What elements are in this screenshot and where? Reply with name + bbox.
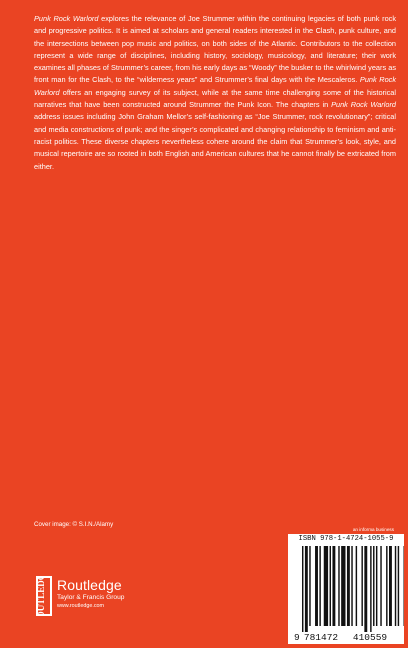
routledge-logo-icon [36,576,52,616]
isbn-label: ISBN 978-1-4724-1055-9 [298,535,394,543]
barcode-bar [332,546,335,626]
barcode-bar [324,546,328,626]
barcode-bar [302,546,303,632]
barcode-bar [398,546,399,626]
barcode-bar [361,546,362,626]
isbn-barcode [288,534,404,644]
barcode-bar [386,546,387,626]
barcode-bar [370,546,371,632]
book-title-1: Punk Rock Warlord [34,14,99,23]
barcode-bar [364,546,367,632]
blurb-text-1: explores the relevance of Joe Strummer within the continuing legacies of both punk rock and progressive politics. It is aimed at scholars and general readers interested in the Clash, punk culture, and the intersections between pop music and politics, on both sides of the Atlantic. Contributors to the collection represent a wide range of disciplines, including history, sociology, musicology, and literature; their work examines all phases of Strummer’s career, from his early days as “Woody” the busker to the whirlwind years as front man for the Clash, to the “wilderness years” and Strummer’s final days with the Mescaleros. [34,14,397,85]
informa-business-label: an informa business [352,527,394,532]
publisher-brand [57,577,124,610]
barcode-bar [373,546,374,626]
barcode-digits-left: 781472 [303,632,339,643]
barcode-bar [376,546,377,626]
barcode-bar [319,546,320,626]
barcode-bar [315,546,318,626]
book-title-2: Punk Rock Warlord [34,75,396,97]
barcode-bar [404,546,405,626]
barcode-bar [389,546,392,626]
barcode-digits-right: 410559 [352,632,388,643]
cover-image-credit: Cover image: © S.I.N./Alamy [34,521,114,528]
barcode-graphic [288,534,404,644]
back-cover-blurb [34,13,396,173]
barcode-bar [395,546,396,626]
barcode-bar [309,546,310,626]
book-title-3: Punk Rock Warlord [331,100,397,110]
barcode-bar [341,546,345,626]
barcode-bar [380,546,381,626]
publisher-group: Taylor & Francis Group [57,594,125,601]
blurb-text-3: address issues including John Graham Mellor’s self-fashioning as “Joe Strummer, rock revolutionary”; critical and media constructions of punk; and the singer’s complicated and changing relationship to feminism and anti-racist politics. These diverse chapters nevertheless cohere around the claim that Strummer’s look, style, and musical repertoire are so rooted in both English and American cultures that he cannot finally be extricated from either. [34,112,396,171]
barcode-bar [305,546,308,632]
barcode-digit-first: 9 [294,632,300,643]
barcode-bar [338,546,339,626]
publisher-name: Routledge [57,577,122,593]
logo-lettering: ROUTLEDGE [36,576,46,616]
barcode-bar [356,546,357,626]
barcode-bar [347,546,350,626]
barcode-bar [330,546,331,626]
blurb-text-2: offers an engaging survey of its subject, while at the same time challenging some of the historical narratives that have been constructed around Strummer the Punk Icon. The chapters in [34,87,396,110]
barcode-bar [351,546,352,626]
publisher-url: www.routledge.com [57,603,105,609]
